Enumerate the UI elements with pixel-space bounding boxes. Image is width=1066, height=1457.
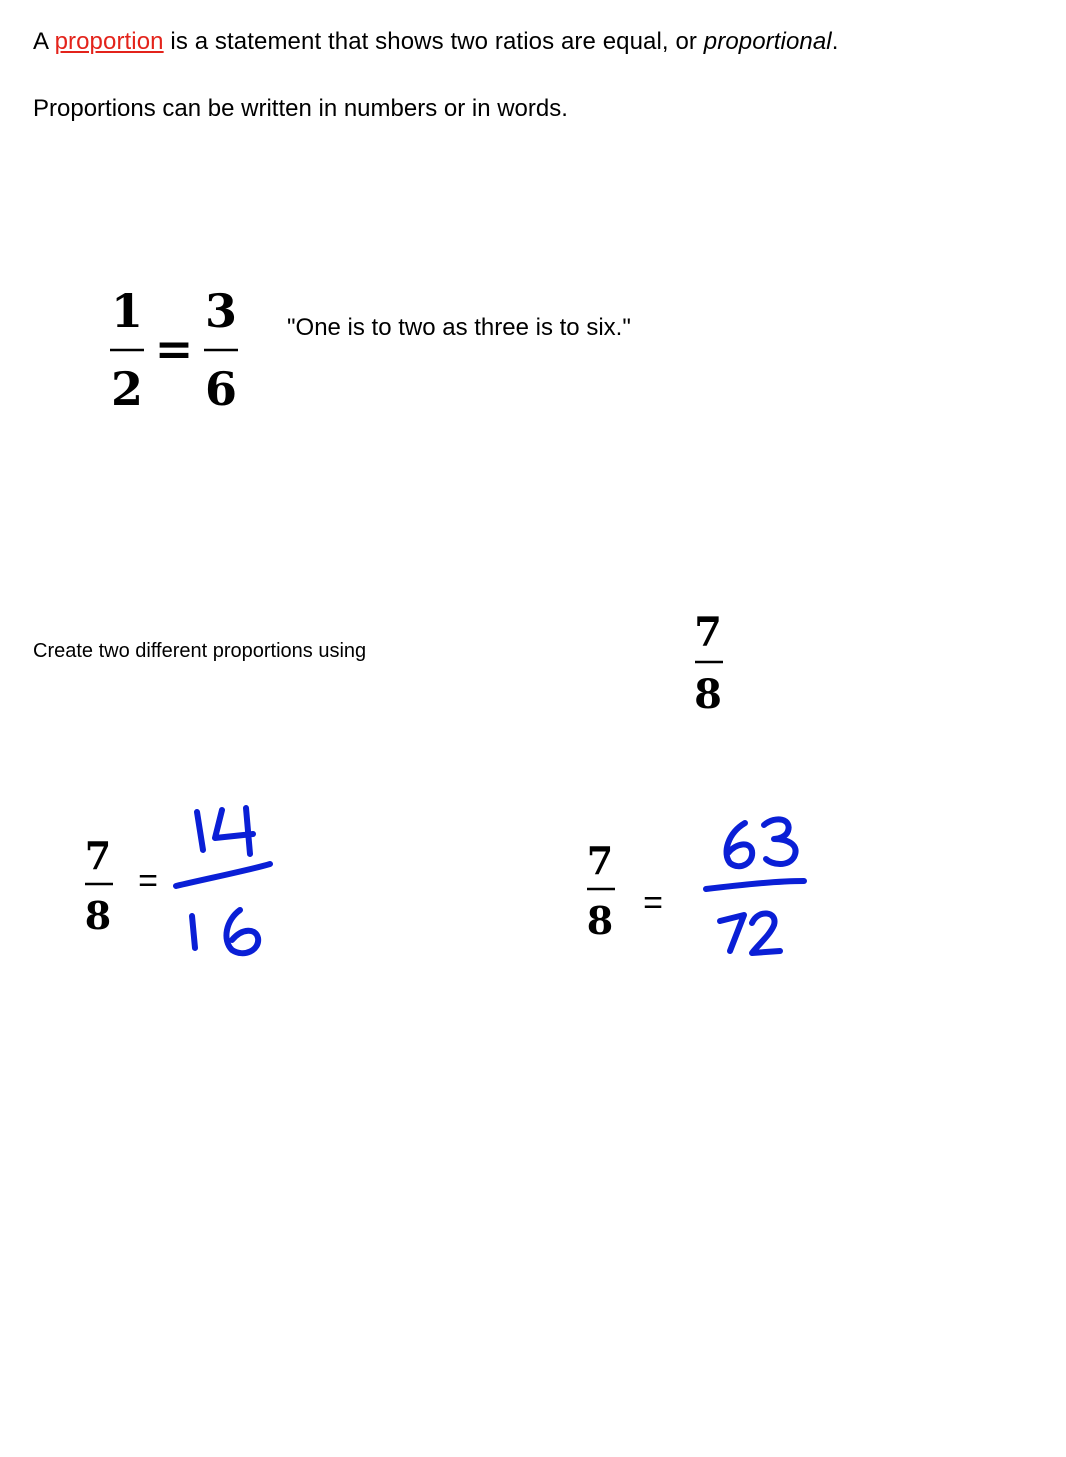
definition-prefix: A	[33, 28, 55, 55]
exercise-prompt: Create two different proportions using	[33, 640, 367, 662]
proportion-term-link[interactable]: proportion	[54, 28, 164, 55]
answer-2-handwritten-denominator	[720, 913, 780, 953]
example-equals-sign: =	[154, 322, 194, 376]
hand-digit-3-top	[764, 819, 796, 864]
answer-2-given-denominator: 8	[586, 898, 614, 943]
intro-text: Proportions can be written in numbers or in words.	[33, 95, 568, 122]
definition-emphasis: proportional	[703, 28, 832, 55]
hand-digit-1-top	[197, 812, 203, 850]
example-left-numerator: 1	[110, 284, 144, 338]
hand-digit-7-bottom	[720, 915, 744, 951]
given-denominator: 8	[694, 671, 722, 718]
hand-digit-2-bottom	[752, 913, 780, 953]
answer-1-given-denominator: 8	[84, 893, 112, 938]
answer-2-equals-sign: =	[643, 884, 663, 922]
answer-2-equals	[637, 880, 677, 930]
answer-2-handwritten-bar	[706, 881, 804, 889]
answer-1-handwritten-numerator	[197, 808, 253, 854]
example-right-numerator: 3	[204, 284, 238, 338]
answer-2-handwritten-fraction	[700, 805, 820, 965]
definition-suffix: .	[831, 28, 839, 55]
answer-1-equals	[132, 858, 172, 908]
hand-digit-6-top	[726, 823, 752, 866]
answer-1-equals-sign: =	[138, 862, 158, 900]
hand-digit-1-bottom	[192, 916, 195, 948]
hand-digit-4-top	[215, 808, 253, 854]
definition-sentence	[33, 28, 839, 56]
answer-1-given-fraction	[82, 835, 122, 945]
answer-2-given-numerator: 7	[586, 838, 614, 883]
example-words: "One is to two as three is to six."	[287, 314, 631, 341]
answer-2-handwritten-numerator	[726, 819, 795, 866]
hand-digit-6-bottom	[226, 910, 258, 953]
example-proportion	[100, 285, 250, 415]
answer-2-given-fraction	[584, 840, 624, 950]
answer-1-handwritten-fraction	[170, 790, 290, 965]
given-fraction	[692, 610, 732, 720]
example-left-denominator: 2	[110, 362, 144, 416]
definition-middle: is a statement that shows two ratios are equal, or	[163, 28, 704, 55]
given-numerator: 7	[694, 609, 722, 656]
answer-1-handwritten-denominator	[192, 910, 258, 953]
answer-1-given-numerator: 7	[84, 833, 112, 878]
example-right-denominator: 6	[204, 362, 238, 416]
answer-1-handwritten-bar	[176, 864, 270, 886]
